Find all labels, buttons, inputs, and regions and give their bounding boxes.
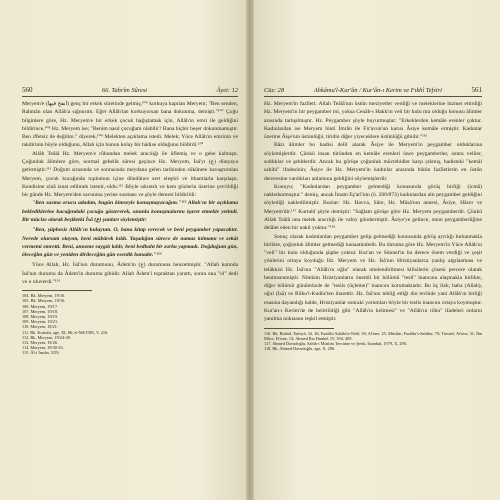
footnote: 107. Meryem, 19/18. <box>22 308 59 314</box>
left-page-body <box>22 100 238 356</box>
right-footnotes <box>264 331 482 352</box>
paragraph: Hz. Meryem'in fazîleti: Allah Teâlâ'nın üstün meziyetler verdiği ve meleklerine hizmet ettirdiği Hz. Meryem'in bir peygamber mi, yoksa Cenâb-ı Hakk'ın veli bir kulu mu olduğu konusu âlimler arasında tartışılmıştır. Hz. Peygamber şöyle buyurmuştur: "Erkeklerden kemâle erenler çoktur. Kadınlardan ise Meryem binti İmrân ile Fir'avun'un karısı Âsiye kemâle ermiştir. Kadınlar üzerine Âişe'nin üstünlüğü, tiridin diğer yiyeceklere üstünlüğü gibidir."¹¹⁶ <box>264 101 482 141</box>
footnote: 118. Bk. Ahmed Davudoğlu, age, X, 296. <box>264 346 336 352</box>
footnote: 111. Bk. Kurtubi, age, XI, 86; el-Mâ'1985, V, 216. <box>22 329 109 335</box>
book-gutter <box>246 0 254 500</box>
left-header-title: 66. Tahrîm Sûresi <box>101 87 148 94</box>
paragraph: "Ben susma orucu adadım, bugün kimseyle konuşmayacağım."¹¹³ Allah'ın bir açıklama beklediklerine kucağındaki çocuğu göstererek, onunla konuşmalarını işaret etmekle yetindi. Bir mûcize olarak beşikteki İsâ (ع) şunları söylemiştir: <box>22 200 238 223</box>
right-header-juz: Cüz: 28 <box>264 87 285 94</box>
footnote: 104. Bk. Meryem, 19/16. <box>22 293 66 299</box>
footnote: 116. Bk. Buhârî, Enbiyâ, 32, 46, Fazâilü Ashâbi'n-Nebî, 30; Al'ime, 25; Müslim, Fazâilu's-Sahâbe, 70; Tirmizî, At'ime, 31; İbn Mâce, Et'ime, 14; Ahmed İbn Hanbel, IV, 394, 409. <box>264 330 482 341</box>
left-page-header <box>22 86 238 97</box>
paragraph: Konuyu; "Kadınlardan peygamber gelmediği konusunda görüş birliği (icmâ) nakledunmuştur." demiş, ancak İmam Eş'arî'nin (ö. 260/873) kadınlardan altı peygamber geldiğini söylediği nakledilmiştir. Bunlar: Hz. Havva, Sâre, Hz. Mûsâ'nın annesi, Âsiye, Hâcer ve Meryem'dir.¹¹⁷ Kurtubî şöyle demiştir: "Sağlam görüşe göre Hz. Meryem peygamberdir. Çünkü Allah Teâlâ ona melek aracılığı ile vahiy göndermiştir. Âsiye'ye gelince, onun peygamberliğine delâlet eden bir nakil yoktur."¹¹⁸ <box>264 183 482 232</box>
paragraph: Allâh Teâlâ Hz. Meryem'e rûhundan melek aracılığı ile üflemiş ve o gebe kalmıştı. Çoğunluk âlimlere göre, normal gebelik süresi geçince Hz. Meryem, İsâ'yı (ع) dünyaya getirmiştir.¹¹¹ Doğum sırasında ve sonrasında meydana gelen tarihinden sükûnete kavuşturulan Meryem, çocuk kucağında toplumun içine döndünce sert eleştiri ve ithamlarla karşılaştı. Kendisine zinâ isnat edilmek istenir,-oldu.¹¹² Böyle sıkıntılı ve kem gözlerin üzerine çevrildiği bir günde Hz. Meryem'den savunma yerine susması ve şöyle demesi bildirildi: <box>22 150 238 199</box>
left-paragraphs <box>22 100 238 286</box>
footnote: 113. Meryem, 19/26. <box>22 340 59 346</box>
paragraph: Meryem'e (انفخ فيها) genç bir erkek sûretinde gelmiş,¹⁰⁶ korkuya kapılan Meryem; "Ben senden, Rahmân olan Allâh'a sığınırım. Eğer Allâh'tan korkuyorsan bana dokunma, demişti."¹⁰⁷ Çoğu bilginlere göre, Hz. Meryem'e bir erkek çocuk bağışlamak için, Allâh'ın emri ile geldiğini bildirince,¹⁰⁸ Hz. Meryem ise; "Benim nasıl çocuğum olabilir? Bana hiçbir beşer dokunmamıştır. Ben iffetsiz de değilim." diyerek,¹⁰⁹ Melekten açıklama istedi. Melek; Yüce Allâh'ın emrinin ve takdirinin böyle olduğunu, Allah için bunun kolay bir hâdise olduğunu bildirdi.¹¹⁰ <box>22 101 238 149</box>
right-footnote-rule <box>264 328 334 329</box>
left-header-verse: Âyet: 12 <box>216 87 238 94</box>
footnote: 115. Âl-i İmrân, 3/59. <box>22 350 60 356</box>
left-footnotes <box>22 293 238 355</box>
footnote: 105. Bk. Meryem, 19/16. <box>22 298 66 304</box>
footnote: 117. Ahmed Davudoğlu, Sahih-i Müslim Tercüme ve Şerhi, İstanbul, 1979, X, 296. <box>264 341 407 346</box>
footnote: 110. Meryem, 19/21. <box>22 324 59 330</box>
right-page <box>250 0 500 500</box>
footnote: 109. Meryem, 19/21. <box>22 319 59 325</box>
footnote: 106. Meryem, 19/17. <box>22 303 59 309</box>
footnote: 108. Meryem, 19/19. <box>22 314 59 319</box>
right-paragraphs <box>264 100 482 324</box>
paragraph: "Ben, şüphesiz Allâh'ın kuluyum. O, bana kitap verecek ve beni peygamber yapacaktır. Nerede olursam olayım, beni mübârek kıldı. Yaşadığım sürece de namaz kılmamı ve zekât vermemi emretti. Beni, anneme saygılı kıldı; beni bedbaht bir zorba yapmadı. Doğduğum gün, öleceğim gün ve yeniden dirileceğim gün esenlik banadır."¹¹⁴ <box>22 227 238 259</box>
paragraph: Yüce Allah, Hz. İsâ'nın durumunu, Âdem'in (ع) durumuna benzetmiştir. "Allah katında İsâ'nın durumu da Âdem'in durumu gibidir. Allah Âdem'i topraktan yarattı, sonra ona "ol" dedi ve o oluverdi."¹¹⁵ <box>22 262 238 285</box>
left-footnote-rule <box>22 290 92 291</box>
right-page-header <box>264 86 482 97</box>
footnote: 112. Bk. Meryem, 19/24-28. <box>22 334 71 340</box>
right-page-body <box>264 100 482 351</box>
right-header-title: Ahkâmu'l-Kur'ân / Kur'ân-ı Kerim ve Fıkhî Tefsiri <box>313 87 442 94</box>
right-page-number: 561 <box>471 86 482 94</box>
footnote: 114. Meryem, 19/30-33. <box>22 345 64 351</box>
left-page-number: 560 <box>22 86 33 94</box>
paragraph: Sonuç olarak kadınlardan peygamber gelip gelmediği konusunda görüş ayrılığı bulunmakla birlikte, çoğunluk âlimler gelmediği kanaatindedir. Bu duruma göre Hz. Meryem'in Yüce Allâh'ın "veli" bir kulu olduğunda şüphe yoktur. Kur'an ve Sünnet'in bu derece önem verdiği ve çeşit yönlerini ortaya koyduğu Hz. Meryem ve Hz. İsâ'nın Hristiyanlarca yanlış algılanması ve telâkkisi Hz. İsâ'nın "Allâh'ın oğlu" olarak nitelendirilmesi kilisilerin çöseni percere olarak benimsenmiştir. Nitekim Hristiyanların önemli bir bölümü "tesli" inancına ulaşmakla birlikte, diğer bölümü günümüzde de "teslis (üçleme)" inancını korumaktadır. Bu üç ilah; baba (Allah), oğul (İsâ) ve Rûhu'l-Kudüs'ten ibarettir. Hz. İsâ'nın tebliğ ettiği din tevhide yani Allâh'ın birliği esasına dayandığı halde, Hristiyanlar sonraki yorumları böyle bir teslis inancını ortaya koymuştur. Kur'an-ı Kerim'de de belirtildiği gibi "Allâh'ın kelimesi" ve "Allâh'ın rûhu" ifadeleri onların yanılma noktasını teşkil etmiştir. <box>264 233 482 323</box>
paragraph: Bâzı âlimler bu hadisi delil alarak Âsiye ile Meryem'in peygamber olduklarına söylemişlerdir. Çünkü insan türünden en kemâle erenleri önce peygamberler, sonra veliler, sıddıklar ve şehitlerdir. Ancak bu görüşe çoğunluk müctehidler karşı çıkmış, hadisteki "kemâl sahibi" ifadesinin; Âsiye ile Hz. Meryem'in kadınlar arasında bütün fazîletlerin en üstün derecesine vardıkları anlamına geldiğini söylemişlerdir. <box>264 142 482 182</box>
